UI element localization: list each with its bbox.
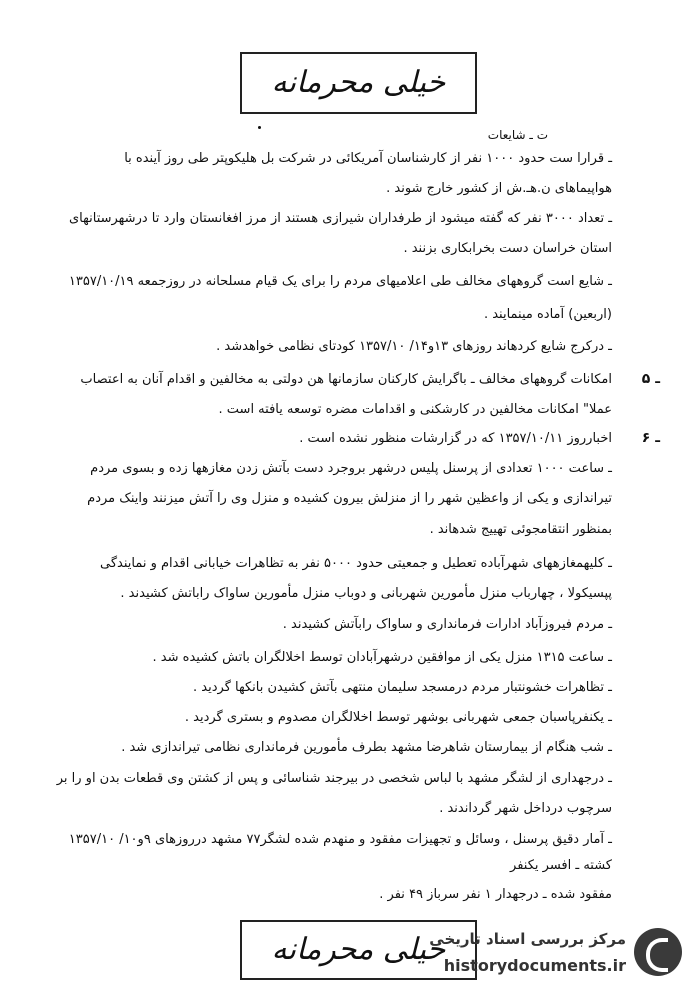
watermark-title: مرکز بررسی اسناد تاریخی xyxy=(429,930,626,948)
text-line: ـ ساعت ۱۰۰۰ تعدادی از پرسنل پلیس درشهر بروجرد دست بآتش زدن مغازهها زده و بسوی مردم xyxy=(90,461,612,476)
confidential-stamp-bottom: خیلی محرمانه xyxy=(240,920,477,980)
text-line: ـ شایع است گروههای مخالف طی اعلامیهای مردم را برای یک قیام مسلحانه در روزجمعه ۱۳۵۷/۱۰/۱۹ xyxy=(68,274,612,289)
text-line: تیراندازی و یکی از واعظین شهر را از منزلش بیرون کشیده و منزل وی را آتش میزنند واینک مردم xyxy=(87,491,612,506)
text-line: امکانات گروههای مخالف ـ باگرایش کارکنان سازمانها هن دولتی به مخالفین و اقدام آنان به اعتصاب xyxy=(80,372,612,387)
text-line: ـ ساعت ۱۳۱۵ منزل یکی از موافقین درشهرآبادان توسط اخلالگران باتش کشیده شد . xyxy=(152,650,612,665)
ink-dot xyxy=(258,126,261,129)
text-line: ـ شب هنگام از بیمارستان شاهرضا مشهد بطرف مأمورین فرمانداری نظامی تیراندازی شد . xyxy=(121,740,612,755)
archive-logo-icon xyxy=(634,928,682,976)
item-number-5: ۵ ـ xyxy=(641,371,660,387)
text-line: پپسیکولا ، چهارباب منزل مأمورین شهربانی و دوباب منزل مأمورین ساواک راباتش کشیدند . xyxy=(120,586,612,601)
watermark xyxy=(392,926,682,986)
text-line: ـ درکرج شایع کردهاند روزهای ۱۳و۱۴/ ۱۳۵۷/۱۰ کودتای نظامی خواهدشد . xyxy=(216,339,612,354)
text-line: بمنظور انتقامجوئی تهییج شدهاند . xyxy=(429,522,612,537)
text-line: هواپیماهای ن.هـ.ش از کشور خارج شوند . xyxy=(386,181,612,196)
text-line: عملا" امکانات مخالفین در کارشکنی و اقدامات مضره توسعه یافته است . xyxy=(218,402,612,417)
text-line: ـ درجهداری از لشگر مشهد با لباس شخصی در بیرجند شناسائی و پس از کشتن وی قطعات بدن او را بر xyxy=(56,771,612,786)
text-line: ـ قرارا ست حدود ۱۰۰۰ نفر از کارشناسان آمریکائی در شرکت بل هلیکوپتر طی روز آینده با xyxy=(124,151,612,166)
text-line: کشته ـ افسر یکنفر xyxy=(510,858,612,873)
text-line: ـ تظاهرات خشونتبار مردم درمسجد سلیمان منتهی بآتش کشیدن بانکها گردید . xyxy=(193,680,612,695)
text-line: (اربعین) آماده مینمایند . xyxy=(483,307,612,322)
text-line: ـ تعداد ۳۰۰۰ نفر که گفته میشود از طرفداران شیرازی هستند از مرز افغانستان وارد تا درشهرستانهای xyxy=(68,211,612,226)
text-line: استان خراسان دست بخرابکاری بزنند . xyxy=(403,241,612,256)
text-line: ـ مردم فیروزآباد ادارات فرمانداری و ساواک رابآتش کشیدند . xyxy=(282,617,612,632)
text-line: ـ آمار دقیق پرسنل ، وسائل و تجهیزات مفقود و منهدم شده لشگر۷۷ مشهد درروزهای ۹و۱۰/ ۱۳۵۷/۱۰ xyxy=(68,832,612,847)
text-line: ـ کلیهمغازههای شهرآباده تعطیل و جمعیتی حدود ۵۰۰۰ نفر به تظاهرات خیابانی اقدام و نمایندگی xyxy=(99,556,612,571)
confidential-stamp-top: خیلی محرمانه xyxy=(240,52,477,114)
text-line: سرچوب درداخل شهر گرداندند . xyxy=(439,801,612,816)
text-line: ـ یکنفرپاسبان جمعی شهربانی بوشهر توسط اخلالگران مصدوم و بستری گردید . xyxy=(184,710,612,725)
section-title: ت ـ شایعات xyxy=(487,128,548,142)
item-number-6: ۶ ـ xyxy=(641,430,660,446)
text-line: مفقود شده ـ درجهدار ۱ نفر سرباز ۴۹ نفر . xyxy=(379,887,612,902)
text-line: اخبارروز ۱۳۵۷/۱۰/۱۱ که در گزارشات منظور نشده است . xyxy=(299,431,612,446)
watermark-url: historydocuments.ir xyxy=(443,956,626,975)
